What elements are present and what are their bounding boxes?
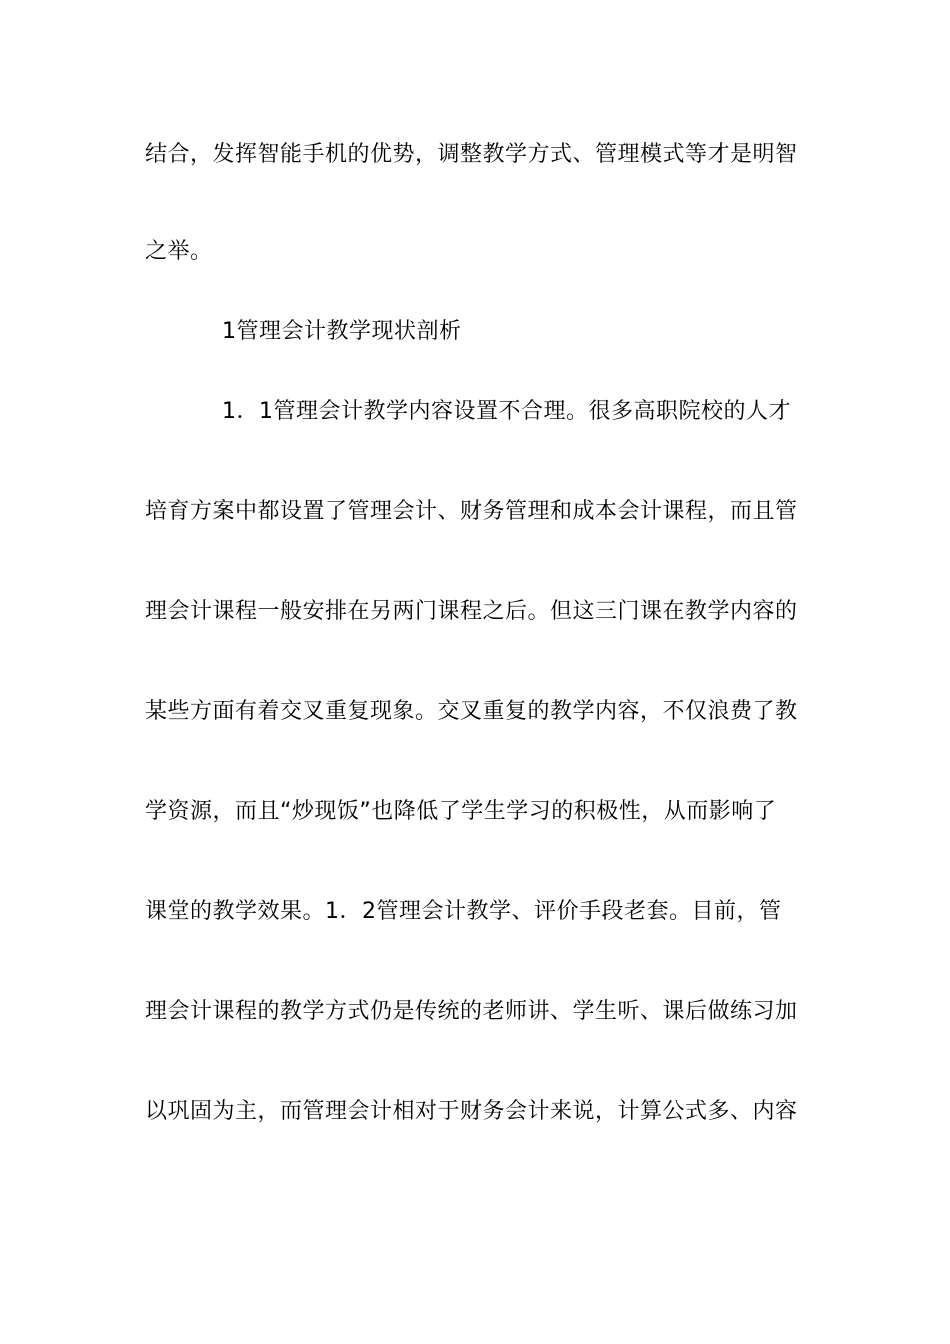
paragraph-line-5: 培育方案中都设置了管理会计、财务管理和成本会计课程，而且管 xyxy=(145,499,798,524)
paragraph-line-11: 以巩固为主，而管理会计相对于财务会计来说，计算公式多、内容 xyxy=(145,1099,798,1124)
section-heading: 1管理会计教学现状剖析 xyxy=(222,319,462,344)
paragraph-line-2: 之举。 xyxy=(145,239,213,264)
paragraph-line-9: 课堂的教学效果。1．2管理会计教学、评价手段老套。目前，管 xyxy=(145,899,782,924)
paragraph-line-10: 理会计课程的教学方式仍是传统的老师讲、学生听、课后做练习加 xyxy=(145,999,798,1024)
paragraph-line-7: 某些方面有着交叉重复现象。交叉重复的教学内容，不仅浪费了教 xyxy=(145,699,798,724)
paragraph-line-1: 结合，发挥智能手机的优势，调整教学方式、管理模式等才是明智 xyxy=(145,142,798,167)
paragraph-line-6: 理会计课程一般安排在另两门课程之后。但这三门课在教学内容的 xyxy=(145,599,798,624)
subsection-paragraph-start: 1．1管理会计教学内容设置不合理。很多高职院校的人才 xyxy=(222,399,791,424)
paragraph-line-8: 学资源，而且“炒现饭”也降低了学生学习的积极性，从而影响了 xyxy=(145,799,777,824)
